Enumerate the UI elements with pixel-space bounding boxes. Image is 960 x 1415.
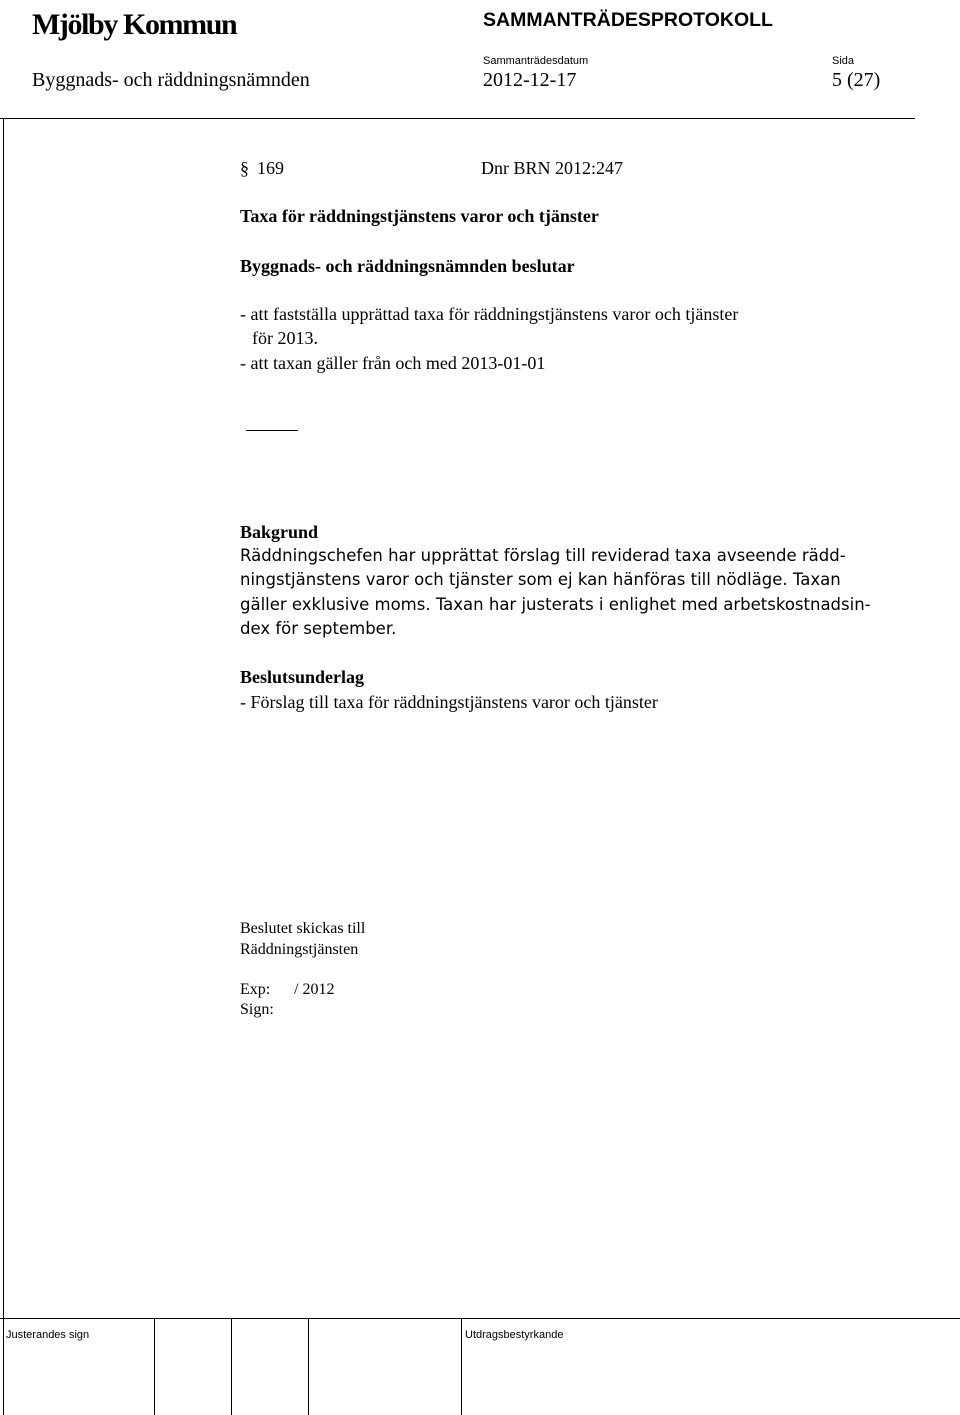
footer-signature-box-3: [308, 1318, 309, 1415]
paragraph-number: 169: [257, 158, 284, 178]
paragraph-symbol: §: [240, 158, 249, 178]
page-number: 5 (27): [832, 69, 881, 91]
basis-heading: Beslutsunderlag: [240, 667, 365, 687]
background-line-1: Räddningschefen har upprättat förslag till reviderad taxa avseende rädd-: [240, 546, 846, 565]
background-line-3: gäller exklusive moms. Taxan har justerats i enlighet med arbetskostnadsin-: [240, 595, 871, 614]
exp-label: Exp:: [240, 981, 271, 998]
decision-point-1: - att fastställa upprättad taxa för räddningstjänstens varor och tjänster: [240, 304, 739, 324]
document-type: SAMMANTRÄDESPROTOKOLL: [483, 9, 773, 31]
distribution-label: Beslutet skickas till: [240, 920, 366, 937]
section-separator: [246, 430, 298, 431]
organization-name: Mjölby Kommun: [32, 8, 237, 41]
footer-signature-box-1: [154, 1318, 155, 1415]
footer-verification-box: [461, 1318, 462, 1415]
decision-heading: Byggnads- och räddningsnämnden beslutar: [240, 256, 575, 276]
header-divider: [0, 118, 915, 119]
page-label: Sida: [832, 55, 855, 67]
committee-name: Byggnads- och räddningsnämnden: [32, 69, 310, 91]
item-title: Taxa för räddningstjänstens varor och tjänster: [240, 206, 599, 226]
footer-left-label: Justerandes sign: [6, 1329, 90, 1341]
footer-right-label: Utdragsbestyrkande: [465, 1329, 564, 1341]
exp-value: / 2012: [294, 981, 335, 998]
footer-signature-box-2: [231, 1318, 232, 1415]
date-label: Sammanträdesdatum: [483, 55, 589, 67]
decision-point-2: - att taxan gäller från och med 2013-01-01: [240, 353, 546, 373]
basis-item-1: - Förslag till taxa för räddningstjänstens varor och tjänster: [240, 692, 658, 712]
background-line-4: dex för september.: [240, 619, 397, 638]
sign-label: Sign:: [240, 1001, 274, 1018]
decision-point-1-cont: för 2013.: [252, 328, 318, 348]
distribution-recipient: Räddningstjänsten: [240, 941, 359, 958]
background-line-2: ningstjänstens varor och tjänster som ej kan hänföras till nödläge. Taxan: [240, 570, 841, 589]
meeting-date: 2012-12-17: [483, 69, 577, 91]
footer-divider: [0, 1318, 960, 1319]
left-margin-line: [3, 118, 4, 1415]
diary-number: Dnr BRN 2012:247: [481, 158, 624, 178]
background-heading: Bakgrund: [240, 522, 319, 542]
